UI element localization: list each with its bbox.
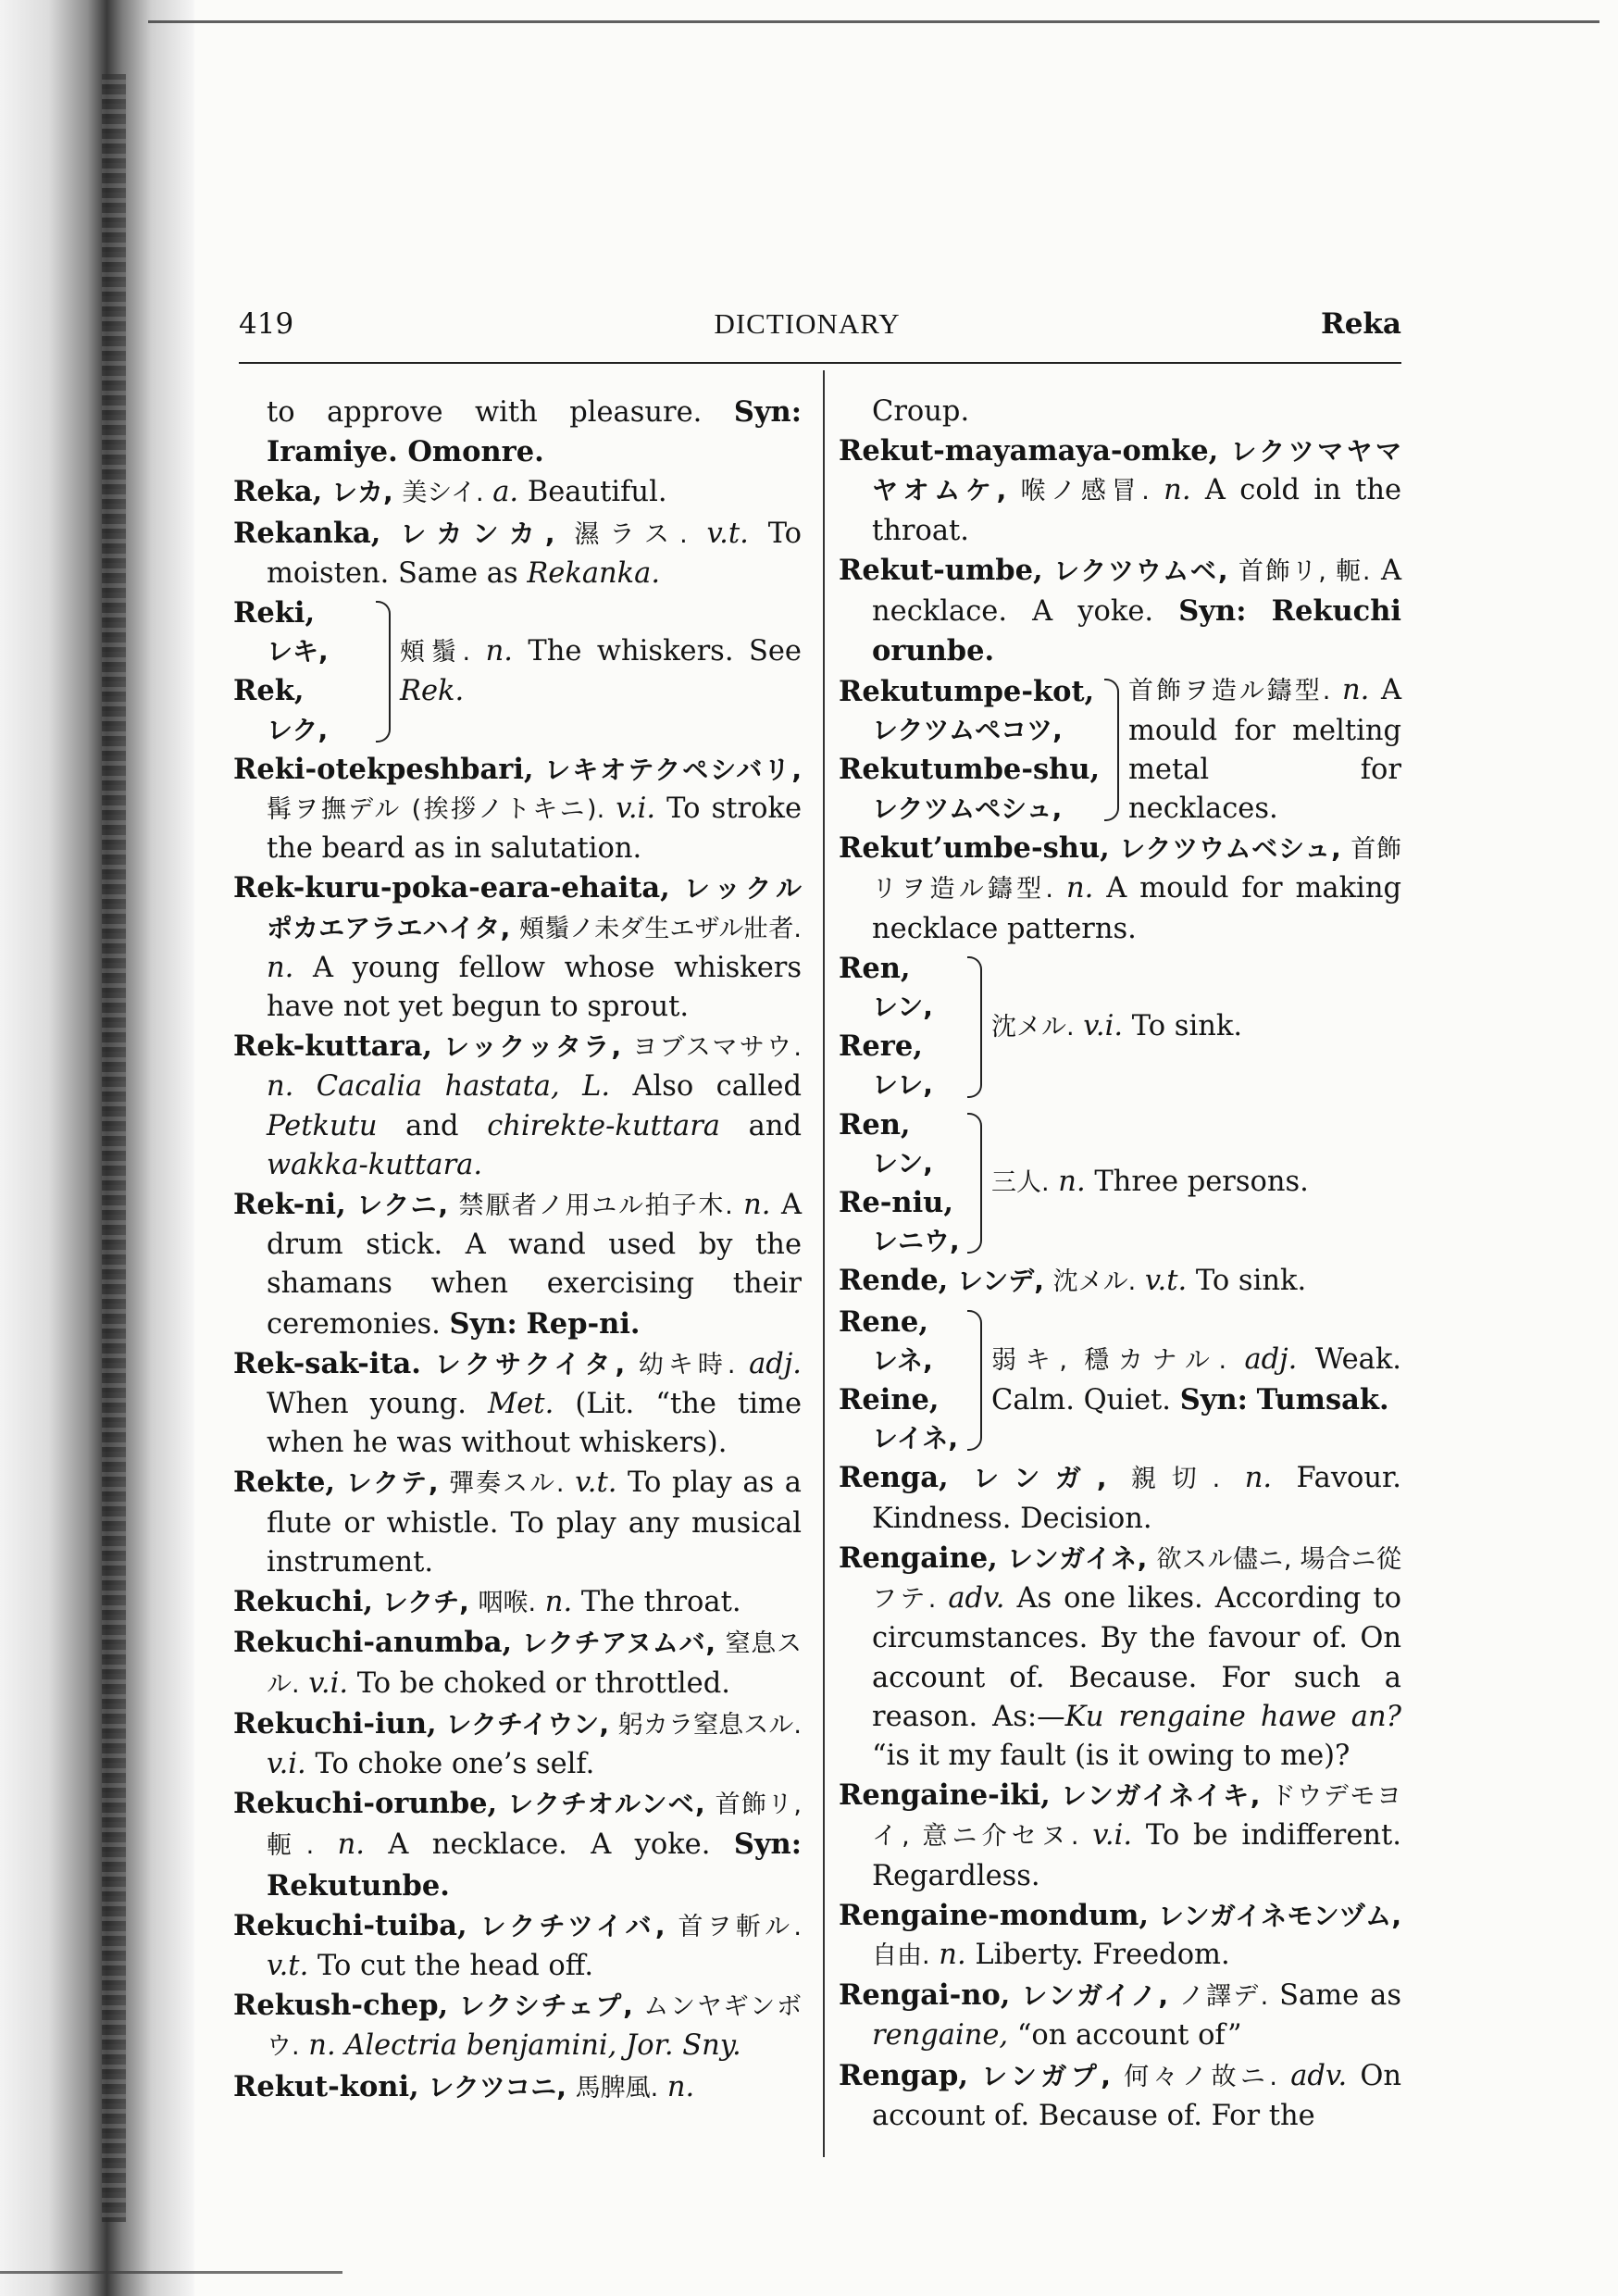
brace xyxy=(1104,679,1119,821)
definition: To moisten. Same as xyxy=(267,517,803,590)
entry-rekut-umbe: Rekut-umbe, レクツウムベ, 首飾リ, 軛. A necklace. A yoke. Syn: Rekuchi orunbe. xyxy=(839,553,1402,668)
running-title: DICTIONARY xyxy=(714,307,901,340)
group-definition: 沈メル. v.i. To sink. xyxy=(991,1009,1243,1042)
variant-headwords: Rekutumpe-kot, レクツムペコツ, Rekutumbe-shu, レクツムペシュ, xyxy=(839,674,1101,824)
entry-rek-kuru: Rek-kuru-poka-eara-ehaita, レックルポカエアラエハイタ, 頰鬚ノ未ダ生エザル壯者. n. A young fellow whose whiskers have not yet begun to sprout. xyxy=(233,871,802,1024)
page-header xyxy=(239,307,1401,350)
entry-rek-sak-ita: Rek-sak-ita. レクサクイタ, 幼キ時. adj. When young. Met. (Lit. “the time when he was without whiskers). xyxy=(233,1346,803,1460)
column-divider xyxy=(823,370,825,2157)
group-definition: 首飾ヲ造ル鑄型. n. A mould for melting metal for necklaces. xyxy=(1128,674,1401,826)
entry-rengap: Rengap, レンガプ, 何々ノ故ニ. adv. On account of. Because of. For the xyxy=(839,2058,1402,2132)
entry-rekuchi-anumba: Rekuchi-anumba, レクチアヌムバ, 窒息スル. v.i. To be choked or throttled. xyxy=(233,1626,802,1700)
entry-rek-kuttara: Rek-kuttara, レックッタラ, ヨブスマサウ. n. Cacalia hastata, L. Also called Petkutu and chirekte-kuttara and wakka-kuttara. xyxy=(233,1029,803,1181)
right-column xyxy=(839,393,1401,2136)
entry-renga: Renga, レンガ, 親切. n. Favour. Kindness. Decision. xyxy=(839,1461,1401,1535)
brace xyxy=(376,601,391,742)
definition: Beautiful. xyxy=(527,476,667,509)
entry-group-rene xyxy=(839,1303,1401,1459)
cross-reference: Rekanka. xyxy=(527,556,661,590)
japanese-gloss: 濕ラス. xyxy=(574,519,688,549)
variant-headwords: Rene, レネ, Reine, レイネ, xyxy=(839,1304,958,1454)
entry-rekuchi-orunbe: Rekuchi-orunbe, レクチオルンベ, 首飾リ, 軛. n. A necklace. A yoke. Syn: Rekutunbe. xyxy=(233,1787,802,1903)
part-of-speech: a. xyxy=(492,476,519,509)
entry-reki-otekpeshbari: Reki-otekpeshbari, レキオテクペシバリ, 髯ヲ撫デル (挨拶ノトキニ). v.i. To stroke the beard as in salutation. xyxy=(233,752,802,866)
variant-headwords: Ren, レン, Rere, レレ, xyxy=(839,951,933,1101)
variant-headwords: Ren, レン, Re-niu, レニウ, xyxy=(839,1107,960,1257)
entry-rekut-umbe-shu: Rekut’umbe-shu, レクツウムベシュ, 首飾リヲ造ル鑄型. n. A mould for making necklace patterns. xyxy=(839,831,1401,945)
continued-entry: Croup. xyxy=(872,395,970,428)
group-definition: 三人. n. Three persons. xyxy=(991,1166,1309,1199)
brace xyxy=(967,956,982,1098)
entry-rekuchi-iun: Rekuchi-iun, レクチイウン, 躬カラ窒息スル. v.i. To choke one’s self. xyxy=(233,1706,802,1780)
entry-rende: Rende, レンデ, 沈メル. v.t. To sink. xyxy=(839,1264,1307,1298)
part-of-speech: v.t. xyxy=(706,517,749,550)
entry-rekte: Rekte, レクテ, 彈奏スル. v.t. To play as a flute or whistle. To play any musical instrument. xyxy=(233,1466,802,1578)
kana: レカンカ, xyxy=(400,518,555,549)
entry-rekut-koni: Rekut-koni, レクツコニ, 馬脾風. n. xyxy=(233,2069,695,2103)
entry-rengaine: Rengaine, レンガイネ, 欲スル儘ニ, 場合ニ從フテ. adv. As one likes. According to circumstances. By the favour of. On account of. Because. For such a reason. As:—Ku rengaine hawe an? “is it my fault (is it owing to me)? xyxy=(839,1541,1401,1772)
headword: Rekanka, xyxy=(233,516,381,550)
group-definition: 弱キ, 穩カナル. adj. Weak. Calm. Quiet. Syn: Tumsak. xyxy=(991,1342,1401,1417)
left-column xyxy=(233,393,802,2108)
entry-group-reki xyxy=(233,593,802,750)
brace xyxy=(967,1113,982,1254)
entry-group-rekutumpe xyxy=(839,671,1401,829)
entry-rekanka xyxy=(233,514,802,593)
entry-rekuchi: Rekuchi, レクチ, 咽喉. n. The throat. xyxy=(233,1585,741,1619)
page-bottom-edge xyxy=(0,2271,342,2274)
guide-word: Reka xyxy=(1320,307,1401,341)
headword: Reka, xyxy=(233,475,323,509)
entry-rekuchi-tuiba: Rekuchi-tuiba, レクチツイバ, 首ヲ斬ル. v.t. To cut the head off. xyxy=(233,1908,803,1982)
entry-rekush-chep: Rekush-chep, レクシチェプ, ムンヤギンボウ. n. Alectria benjamini, Jor. Sny. xyxy=(233,1989,802,2063)
entry-rekut-mayamaya-omke: Rekut-mayamaya-omke, レクツマヤマヤオムケ, 喉ノ感冒. n. A cold in the throat. xyxy=(839,434,1402,547)
entry-rengai-no: Rengai-no, レンガイノ, ノ譯デ. Same as rengaine, “on account of” xyxy=(839,1978,1401,2053)
brace xyxy=(967,1310,982,1452)
entry-group-ren-three xyxy=(839,1105,1401,1262)
entry-reka xyxy=(233,472,802,513)
header-rule xyxy=(239,362,1401,364)
page-number: 419 xyxy=(239,307,294,341)
kana: レカ, xyxy=(330,477,393,508)
continued-entry: to approve with pleasure. Syn: Iramiye. Omonre. xyxy=(267,395,802,469)
entry-group-ren-sink xyxy=(839,949,1401,1105)
entry-rek-ni: Rek-ni, レクニ, 禁厭者ノ用ユル拍子木. n. A drum stick. A wand used by the shamans when exercising their ceremonies. Syn: Rep-ni. xyxy=(233,1188,802,1341)
book-spine-shadow xyxy=(0,0,194,2296)
japanese-gloss: 美シイ. xyxy=(402,479,484,508)
entry-rengaine-mondum: Rengaine-mondum, レンガイネモンヅム, 自由. n. Liberty. Freedom. xyxy=(839,1898,1401,1971)
page-top-edge xyxy=(148,20,1599,23)
group-definition: 頰鬚. n. The whiskers. See Rek. xyxy=(400,634,802,707)
variant-headwords: Reki, レキ, Rek, レク, xyxy=(233,596,329,745)
entry-rengaine-iki: Rengaine-iki, レンガイネイキ, ドウデモヨイ, 意ニ介セヌ. v.i. To be indifferent. Regardless. xyxy=(839,1778,1402,1892)
